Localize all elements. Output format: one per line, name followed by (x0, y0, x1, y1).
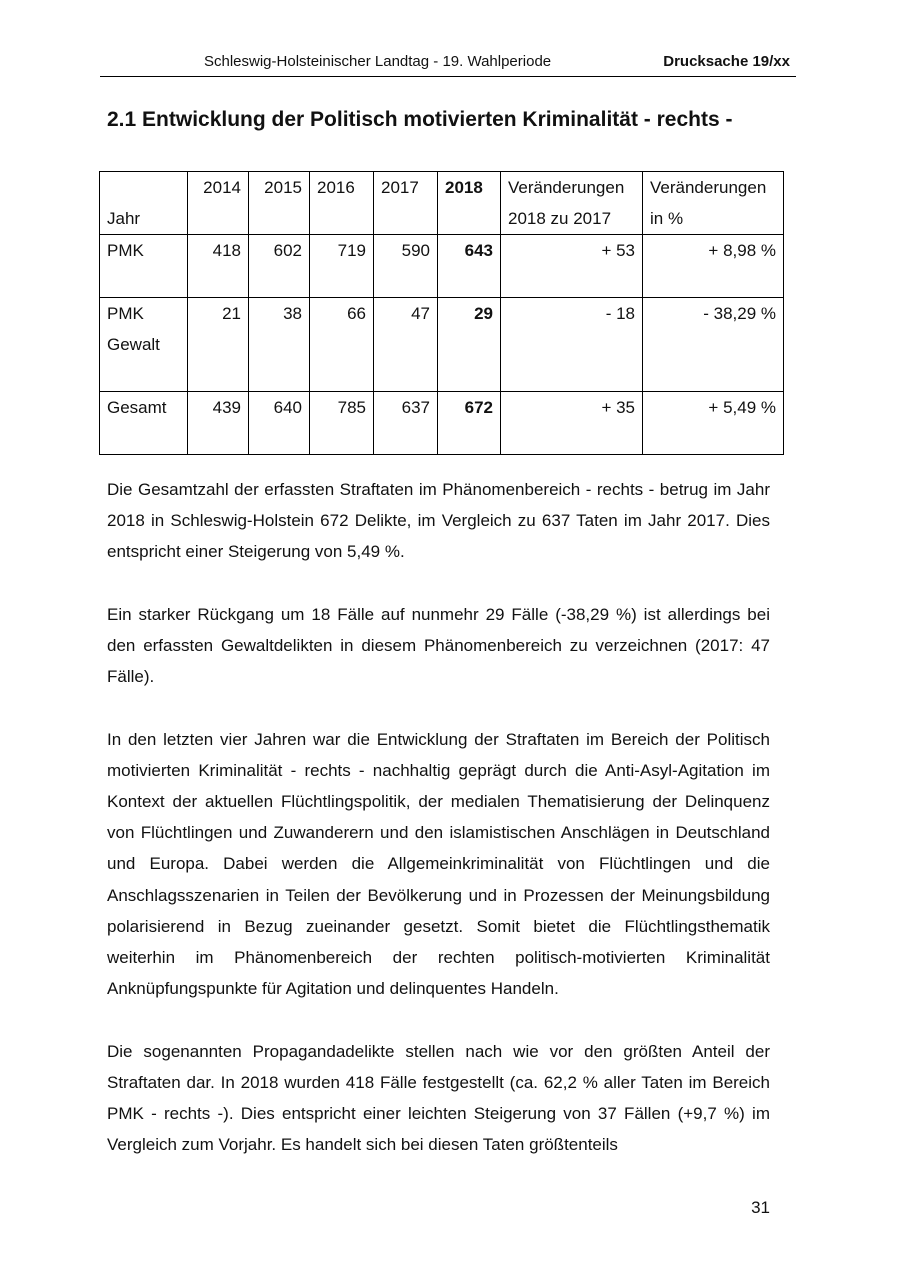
row-label-line2: Gewalt (107, 335, 160, 354)
table-cell: 719 (310, 235, 374, 298)
table-cell-change-abs: - 18 (501, 298, 643, 392)
table-cell: 418 (188, 235, 249, 298)
table-cell: 640 (249, 392, 310, 455)
paragraph: Die sogenannten Propagandadelikte stellen nach wie vor den größten Anteil der Straftaten dar. In 2018 wurden 418 Fälle festgestellt (ca. 62,2 % aller Taten im Bereich PMK - rechts -). Dies entspricht einer leichten Steigerung von 37 Fällen (+9,7 %) im Vergleich zum Vorjahr. Es handelt sich bei diesen Taten größtenteils (107, 1041, 770, 1155)
table-cell: 439 (188, 392, 249, 455)
header-cell-change-abs (501, 172, 643, 235)
table-cell: 38 (249, 298, 310, 392)
row-label-header: Jahr (107, 209, 141, 228)
header-cell-year: 2014 (188, 172, 249, 235)
table-cell: 643 (438, 235, 501, 298)
header-cell-year: 2016 (310, 172, 374, 235)
page-header (100, 52, 796, 77)
table-cell: 47 (374, 298, 438, 392)
table-cell: 637 (374, 392, 438, 455)
table-cell: 21 (188, 298, 249, 392)
row-label (100, 298, 188, 392)
header-doc-ref: Drucksache 19/xx (663, 53, 790, 70)
body-text (107, 474, 770, 1192)
table-cell-change-pct: + 5,49 % (643, 392, 784, 455)
table-cell-change-pct: + 8,98 % (643, 235, 784, 298)
statistics-table (99, 171, 784, 455)
table-cell-change-abs: + 53 (501, 235, 643, 298)
section-title: 2.1 Entwicklung der Politisch motivierten Kriminalität - rechts - (107, 108, 733, 131)
row-label-line1: PMK (107, 304, 144, 323)
table-cell: 590 (374, 235, 438, 298)
page-number: 31 (751, 1198, 770, 1217)
table-cell-change-pct: - 38,29 % (643, 298, 784, 392)
table-cell: 672 (438, 392, 501, 455)
header-title: Schleswig-Holsteinischer Landtag - 19. Wahlperiode (204, 53, 552, 70)
header-cell-row-label (100, 172, 188, 235)
table-header-row (100, 172, 784, 235)
header-cell-year: 2017 (374, 172, 438, 235)
table-row (100, 392, 784, 455)
table-row (100, 235, 784, 298)
table-row (100, 298, 784, 392)
row-label: PMK (100, 235, 188, 298)
table-cell-change-abs: + 35 (501, 392, 643, 455)
table-cell: 602 (249, 235, 310, 298)
change-pct-line1: Veränderungen (650, 178, 767, 197)
table-cell: 66 (310, 298, 374, 392)
paragraph: Die Gesamtzahl der erfassten Straftaten im Phänomenbereich - rechts - betrug im Jahr 2018 in Schleswig-Holstein 672 Delikte, im Vergleich zu 637 Taten im Jahr 2017. Dies entspricht einer Steigerung von 5,49 %. (107, 480, 770, 562)
change-abs-line2: 2018 zu 2017 (508, 209, 612, 228)
row-label: Gesamt (100, 392, 188, 455)
header-cell-year: 2018 (438, 172, 501, 235)
header-cell-change-pct (643, 172, 784, 235)
change-pct-line2: in % (650, 209, 684, 228)
table-cell: 29 (438, 298, 501, 392)
header-cell-year: 2015 (249, 172, 310, 235)
paragraph: Ein starker Rückgang um 18 Fälle auf nunmehr 29 Fälle (-38,29 %) ist allerdings bei den erfassten Gewaltdelikten in diesem Phänomenbereich zu verzeichnen (2017: 47 Fälle). (107, 604, 770, 687)
change-abs-line1: Veränderungen (508, 178, 625, 197)
paragraph: In den letzten vier Jahren war die Entwicklung der Straftaten im Bereich der Politisch motivierten Kriminalität - rechts - nachhaltig geprägt durch die Anti-Asyl-Agitation im Kontext der aktuellen Flüchtlingspolitik, der medialen Thematisierung der Delinquenz von Flüchtlingen und Zuwanderern und den islamistischen Anschlägen in Deutschland und Europa. Dabei werden die Allgemeinkriminalität von Flüchtlingen und die Anschlagsszenarien in Teilen der Bevölkerung und in Prozessen der Meinungsbildung polarisierend in Bezug zueinander gesetzt. Somit bietet die Flüchtlingsthematik weiterhin im Phänomenbereich der rechten politisch-motivierten Kriminalität Anknüpfungspunkte für Agitation und delinquentes Handeln. (107, 729, 770, 999)
table-cell: 785 (310, 392, 374, 455)
